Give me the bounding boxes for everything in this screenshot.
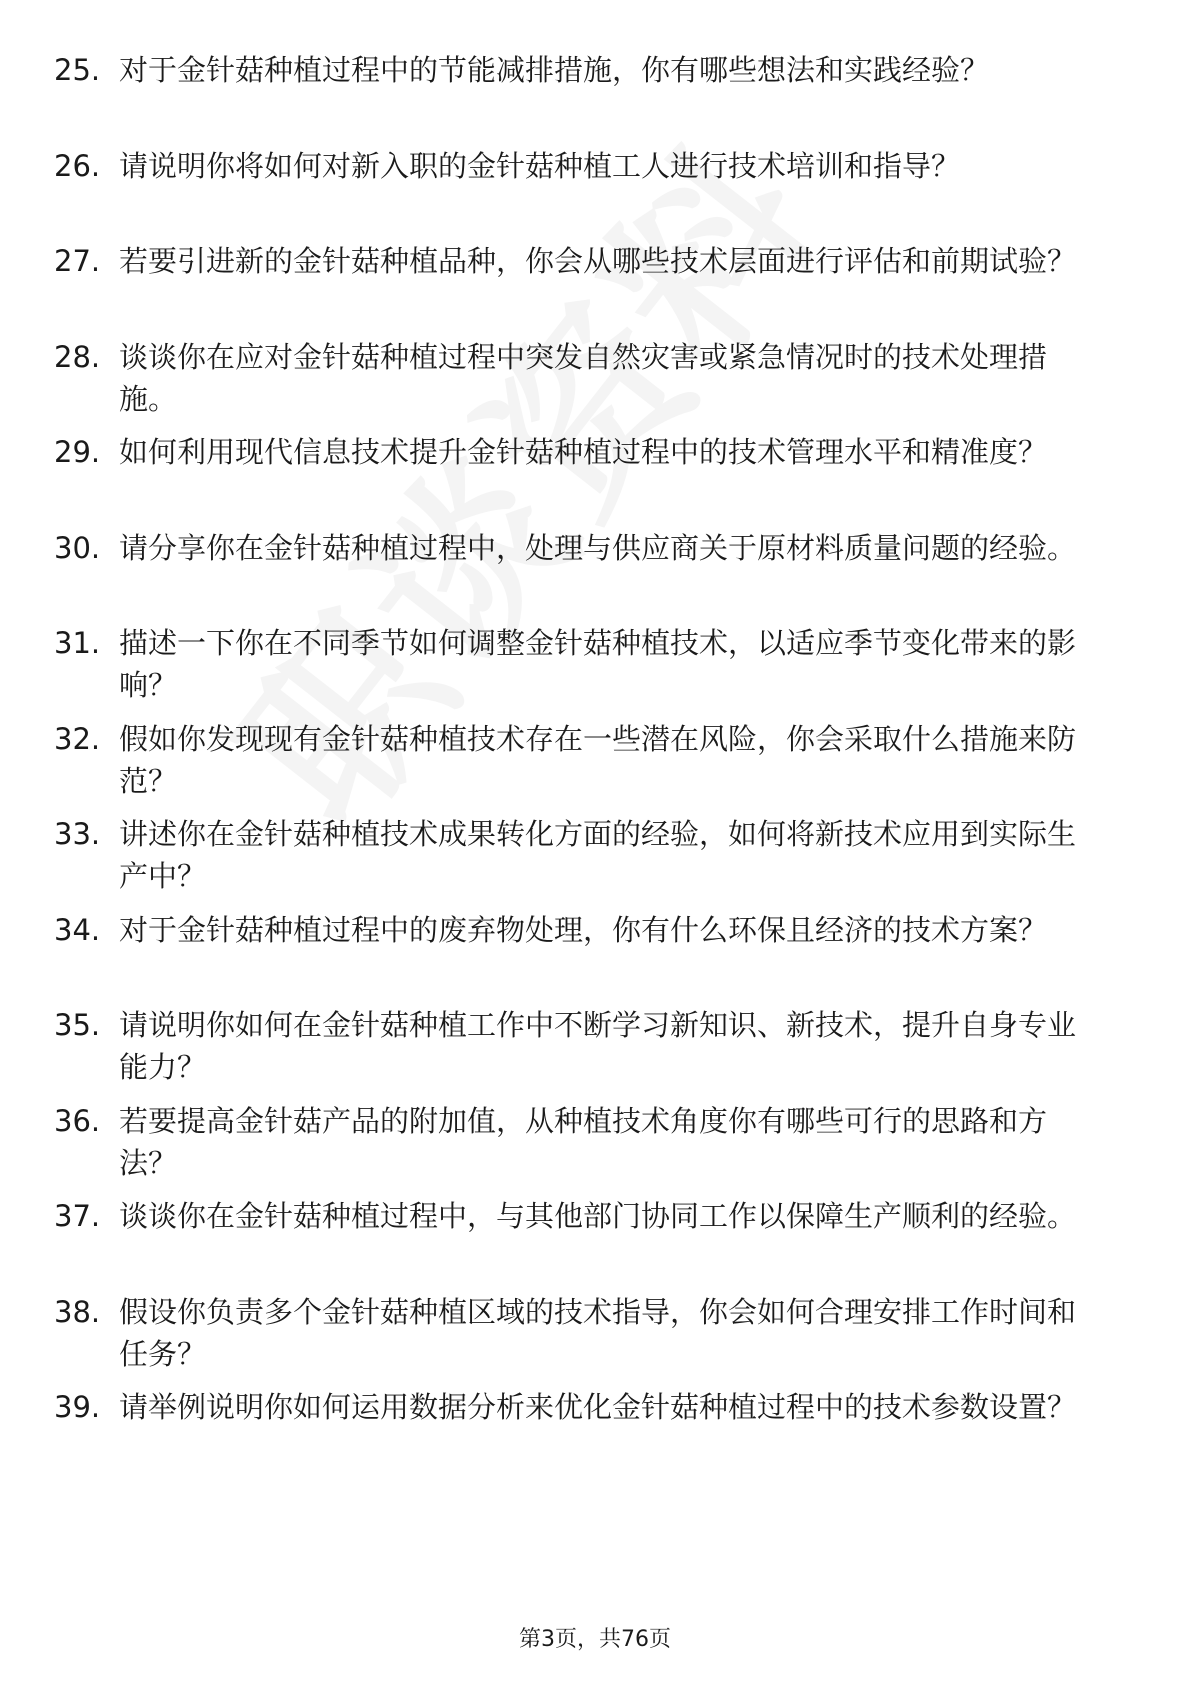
question-item xyxy=(54,1100,1114,1196)
question-item xyxy=(54,145,1114,241)
question-item xyxy=(54,527,1114,623)
question-item xyxy=(54,909,1114,1005)
question-text: 谈谈你在应对金针菇种植过程中突发自然灾害或紧急情况时的技术处理措施。 xyxy=(119,339,1048,416)
question-text: 讲述你在金针菇种植技术成果转化方面的经验，如何将新技术应用到实际生产中？ xyxy=(119,817,1077,893)
question-number: 35. xyxy=(54,1008,101,1042)
question-number: 34. xyxy=(54,912,101,947)
question-item xyxy=(54,431,1114,527)
question-number: 33. xyxy=(54,817,101,851)
question-item xyxy=(54,1291,1114,1387)
question-text: 假如你发现现有金针菇种植技术存在一些潜在风险，你会采取什么措施来防范？ xyxy=(119,721,1077,798)
question-number: 30. xyxy=(54,530,101,565)
question-item xyxy=(54,813,1114,909)
question-item xyxy=(54,1195,1114,1291)
question-number: 25. xyxy=(54,53,101,87)
question-number: 26. xyxy=(54,148,101,183)
question-number: 29. xyxy=(54,435,101,469)
question-number: 36. xyxy=(54,1103,101,1138)
question-item xyxy=(54,1004,1114,1100)
question-number: 27. xyxy=(54,244,101,278)
question-number: 32. xyxy=(54,721,101,756)
question-text: 若要提高金针菇产品的附加值，从种植技术角度你有哪些可行的思路和方法？ xyxy=(119,1103,1048,1180)
question-text: 请说明你将如何对新入职的金针菇种植工人进行技术培训和指导？ xyxy=(119,148,961,183)
question-text: 谈谈你在金针菇种植过程中，与其他部门协同工作以保障生产顺利的经验。 xyxy=(119,1199,1077,1233)
question-text: 对于金针菇种植过程中的废弃物处理，你有什么环保且经济的技术方案？ xyxy=(119,912,1048,947)
question-text: 描述一下你在不同季节如何调整金针菇种植技术，以适应季节变化带来的影响？ xyxy=(119,626,1077,702)
question-text: 如何利用现代信息技术提升金针菇种植过程中的技术管理水平和精准度？ xyxy=(119,435,1048,469)
question-item xyxy=(54,622,1114,718)
question-item xyxy=(54,718,1114,814)
question-number: 31. xyxy=(54,626,101,660)
question-number: 37. xyxy=(54,1199,101,1233)
question-text: 请分享你在金针菇种植过程中，处理与供应商关于原材料质量问题的经验。 xyxy=(119,530,1077,565)
question-number: 39. xyxy=(54,1390,101,1424)
question-number: 28. xyxy=(54,339,101,374)
question-item xyxy=(54,336,1114,432)
question-item xyxy=(54,49,1114,145)
question-item xyxy=(54,240,1114,336)
question-number: 38. xyxy=(54,1294,101,1329)
question-text: 请说明你如何在金针菇种植工作中不断学习新知识、新技术，提升自身专业能力？ xyxy=(119,1008,1077,1084)
question-text: 对于金针菇种植过程中的节能减排措施，你有哪些想法和实践经验？ xyxy=(119,53,990,87)
question-list xyxy=(54,49,1114,1482)
question-text: 若要引进新的金针菇种植品种，你会从哪些技术层面进行评估和前期试验？ xyxy=(119,244,1077,278)
question-text: 请举例说明你如何运用数据分析来优化金针菇种植过程中的技术参数设置？ xyxy=(119,1390,1077,1424)
question-text: 假设你负责多个金针菇种植区域的技术指导，你会如何合理安排工作时间和任务？ xyxy=(119,1294,1077,1371)
question-item xyxy=(54,1386,1114,1482)
page-number-footer: 第3页，共76页 xyxy=(519,1627,671,1652)
